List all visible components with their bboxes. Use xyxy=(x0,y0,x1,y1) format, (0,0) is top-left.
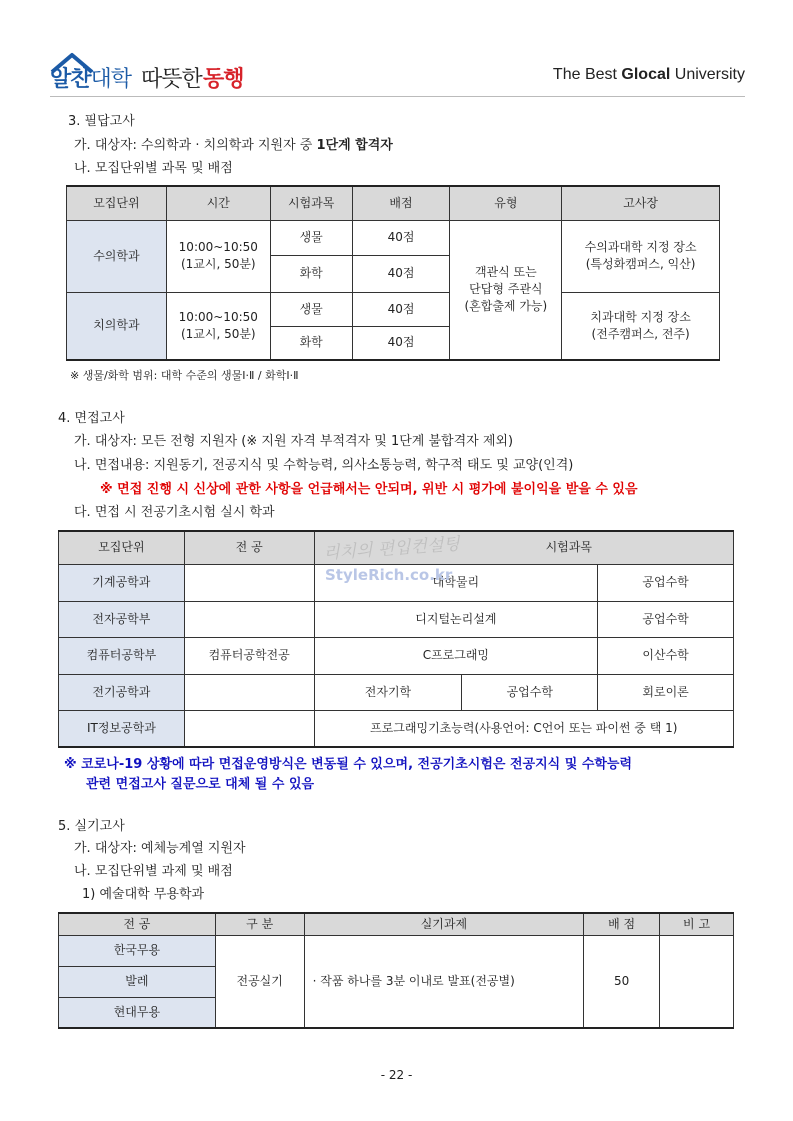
section-5-title: 5. 실기고사 xyxy=(58,819,125,834)
period-text: (1교시, 50분) xyxy=(180,326,256,341)
header-cell: 모집단위 xyxy=(67,186,167,220)
subject-cell: 프로그래밍기초능력(사용언어: C언어 또는 파이썬 중 택 1) xyxy=(314,710,733,747)
covid-notice-line-1: ※ 코로나-19 상황에 따라 면접운영방식은 변동될 수 있으며, 전공기초시험은 전공지식 및 수학능력 xyxy=(64,757,633,772)
header-cell: 구 분 xyxy=(215,913,304,935)
header-cell: 전 공 xyxy=(59,913,216,935)
points-cell: 40점 xyxy=(352,220,450,255)
type-line-1: 객관식 또는 xyxy=(474,265,537,280)
major-cell: 컴퓨터공학전공 xyxy=(184,637,314,674)
time-cell xyxy=(166,292,270,360)
logo-text-mid: 대학 xyxy=(90,67,132,92)
major-cell: 현대무용 xyxy=(59,997,216,1028)
section-5-subtitle: 나. 모집단위별 과제 및 배점 xyxy=(74,864,233,879)
header-cell: 배점 xyxy=(352,186,450,220)
major-cell xyxy=(184,674,314,710)
subject-cell: 대학물리 xyxy=(314,564,598,601)
unit-cell: 컴퓨터공학부 xyxy=(59,637,185,674)
table-header-row xyxy=(67,186,720,220)
logo-text-blue: 알찬 xyxy=(50,67,91,92)
unit-cell: 기계공학과 xyxy=(59,564,185,601)
table-row xyxy=(67,292,720,326)
watermark-url: StyleRich.co.kr xyxy=(325,566,453,584)
header-cell: 유형 xyxy=(450,186,562,220)
category-cell: 전공실기 xyxy=(215,935,304,1028)
header-cell: 모집단위 xyxy=(59,531,185,564)
type-line-2: 단답형 주관식 xyxy=(469,282,543,297)
tagline-bold: Glocal xyxy=(621,66,671,83)
location-text: 치과대학 지정 장소 xyxy=(590,309,691,324)
table-row xyxy=(59,935,734,966)
major-cell xyxy=(184,710,314,747)
subject-cell: 전자기학 xyxy=(314,674,462,710)
remark-cell xyxy=(660,935,734,1028)
major-cell: 한국무용 xyxy=(59,935,216,966)
subject-cell: 공업수학 xyxy=(462,674,598,710)
subject-cell: 디지털논리설계 xyxy=(314,601,598,637)
interview-exam-table xyxy=(58,530,734,748)
section-4-target: 가. 대상자: 모든 전형 지원자 (※ 지원 자격 부적격자 및 1단계 불합격자 제외) xyxy=(74,434,514,449)
type-cell xyxy=(450,220,562,360)
subject-cell: C프로그래밍 xyxy=(314,637,598,674)
unit-cell: 수의학과 xyxy=(67,220,167,292)
subject-cell: 회로이론 xyxy=(598,674,734,710)
location-text: 수의과대학 지정 장소 xyxy=(584,240,697,254)
header-cell: 시간 xyxy=(166,186,270,220)
table-row xyxy=(67,220,720,255)
header-cell: 고사장 xyxy=(562,186,720,220)
unit-cell: 치의학과 xyxy=(67,292,167,360)
section-4-subtitle: 다. 면접 시 전공기초시험 실시 학과 xyxy=(74,505,275,520)
campus-text: (특성화캠퍼스, 익산) xyxy=(585,257,696,271)
unit-cell: 전자공학부 xyxy=(59,601,185,637)
time-text: 10:00~10:50 xyxy=(178,240,258,254)
major-cell xyxy=(184,601,314,637)
task-cell: · 작품 하나를 3분 이내로 발표(전공별) xyxy=(304,935,584,1028)
header-cell: 실기과제 xyxy=(304,913,584,935)
tagline-post: University xyxy=(670,66,745,83)
section-3-target xyxy=(74,138,393,154)
header-cell: 시험과목 xyxy=(270,186,352,220)
table-row xyxy=(59,674,734,710)
table-row xyxy=(59,710,734,747)
subject-cell: 생물 xyxy=(270,292,352,326)
subject-cell: 화학 xyxy=(270,255,352,292)
time-cell xyxy=(166,220,270,292)
header-cell: 시험과목 xyxy=(314,531,733,564)
type-line-3: (혼합출제 가능) xyxy=(464,299,548,314)
table-row xyxy=(59,601,734,637)
header-divider xyxy=(50,96,745,97)
table-row xyxy=(59,637,734,674)
table-header-row xyxy=(59,913,734,935)
section-4-warning: ※ 면접 진행 시 신상에 관한 사항을 언급해서는 안되며, 위반 시 평가에 불이익을 받을 수 있음 xyxy=(100,482,638,497)
section-3-title: 3. 필답고사 xyxy=(68,114,135,129)
points-cell: 40점 xyxy=(352,292,450,326)
score-cell: 50 xyxy=(584,935,660,1028)
subject-cell: 공업수학 xyxy=(598,601,734,637)
watermark-handwriting: 리치의 편입컨설팅 xyxy=(322,534,461,564)
points-cell: 40점 xyxy=(352,255,450,292)
subject-cell: 이산수학 xyxy=(598,637,734,674)
section-4-title: 4. 면접고사 xyxy=(58,411,125,426)
header-cell: 전 공 xyxy=(184,531,314,564)
subject-cell: 생물 xyxy=(270,220,352,255)
location-cell xyxy=(562,220,720,292)
campus-text: (전주캠퍼스, 전주) xyxy=(591,326,690,341)
section-3-target-text: 가. 대상자: 수의학과 · 치의학과 지원자 중 xyxy=(74,138,317,153)
written-exam-table xyxy=(66,185,720,361)
section-5-target: 가. 대상자: 예체능계열 지원자 xyxy=(74,841,246,856)
location-cell xyxy=(562,292,720,360)
page-number: - 22 - xyxy=(380,1068,413,1082)
section-3-target-bold: 1단계 합격자 xyxy=(316,138,393,153)
points-cell: 40점 xyxy=(352,326,450,360)
subject-cell: 공업수학 xyxy=(598,564,734,601)
section-4-content: 나. 면접내용: 지원동기, 전공지식 및 수학능력, 의사소통능력, 학구적 태도 및 교양(인격) xyxy=(74,458,574,473)
unit-cell: IT정보공학과 xyxy=(59,710,185,747)
section-3-range-note: ※ 생물/화학 범위: 대학 수준의 생물Ⅰ·Ⅱ / 화학Ⅰ·Ⅱ xyxy=(70,369,299,382)
header-cell: 배 점 xyxy=(584,913,660,935)
period-text: (1교시, 50분) xyxy=(180,257,256,271)
section-3-subtitle: 나. 모집단위별 과목 및 배점 xyxy=(74,161,233,176)
tagline xyxy=(553,66,745,84)
logo-text-warm: 따뜻한 xyxy=(141,67,202,92)
subject-cell: 화학 xyxy=(270,326,352,360)
time-text: 10:00~10:50 xyxy=(178,309,258,324)
section-5-dept: 1) 예술대학 무용학과 xyxy=(82,887,205,902)
covid-notice-line-2: 관련 면접고사 질문으로 대체 될 수 있음 xyxy=(86,777,315,792)
practical-exam-table xyxy=(58,912,734,1029)
major-cell: 발레 xyxy=(59,966,216,997)
tagline-pre: The Best xyxy=(552,66,622,83)
logo-text-red: 동행 xyxy=(203,67,244,92)
major-cell xyxy=(184,564,314,601)
header-cell: 비 고 xyxy=(660,913,734,935)
unit-cell: 전기공학과 xyxy=(59,674,185,710)
